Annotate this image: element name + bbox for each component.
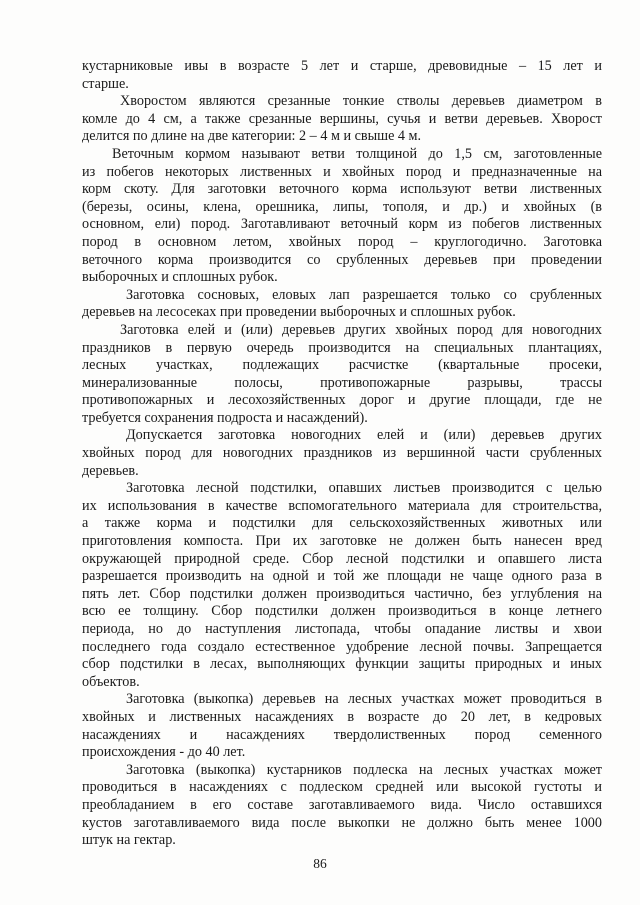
text-line: окружающей природной среде. Сбор лесной подстилки и опавшего листа bbox=[82, 550, 602, 567]
paragraph-forest-litter bbox=[82, 480, 602, 691]
text-line: комле до 4 см, а также срезанные вершины, сучья и ветви деревьев. Хворост bbox=[82, 110, 602, 127]
paragraph-branch-feed bbox=[82, 146, 602, 287]
text-line: веточного корма производится со срубленных деревьев при проведении bbox=[82, 251, 602, 268]
text-line: хвойных и лиственных насаждениях в возрасте до 20 лет, в кедровых bbox=[82, 708, 602, 725]
paragraph-willows-age bbox=[82, 58, 602, 93]
text-line: деревьев. bbox=[82, 462, 139, 479]
text-line: Веточным кормом называют ветви толщиной до 1,5 см, заготовленные bbox=[112, 145, 602, 162]
text-line: штук на гектар. bbox=[82, 832, 176, 849]
text-line: лесных участках, подлежащих расчистке (квартальные просеки, bbox=[82, 357, 602, 374]
text-line: старше. bbox=[82, 75, 129, 92]
text-line: Заготовка (выкопка) деревьев на лесных участках может проводиться в bbox=[126, 691, 602, 708]
text-line: корм скоту. Для заготовки веточного корма используют ветви лиственных bbox=[82, 181, 602, 198]
paragraph-shrub-digging bbox=[82, 762, 602, 850]
body-text bbox=[82, 58, 602, 850]
text-line: Заготовка лесной подстилки, опавших листьев производится с целью bbox=[126, 480, 602, 497]
text-line: кустарниковые ивы в возрасте 5 лет и старше, древовидные – 15 лет и bbox=[82, 58, 602, 74]
text-line: разрешается производить на одной и той же площади не чаще одного раза в bbox=[82, 568, 602, 585]
text-line: основном, ели) пород. Заготавливают веточный корм из побегов лиственных bbox=[82, 216, 602, 233]
text-line: Хворостом являются срезанные тонкие стволы деревьев диаметром в bbox=[120, 93, 602, 110]
text-line: противопожарных и лесохозяйственных дорог и другие площади, где не bbox=[82, 392, 602, 409]
text-line: Допускается заготовка новогодних елей и (или) деревьев других bbox=[126, 427, 602, 444]
text-line: (березы, осины, клена, орешника, липы, тополя, и др.) и хвойных (в bbox=[82, 198, 602, 215]
text-line: минерализованные полосы, противопожарные разрывы, трассы bbox=[82, 374, 602, 391]
text-line: приготовления компоста. При их заготовке не должен быть нанесен вред bbox=[82, 533, 602, 550]
paragraph-pine-spruce-boughs bbox=[82, 287, 602, 322]
paragraph-tree-digging bbox=[82, 691, 602, 761]
text-line: насаждениях и насаждениях твердолиственных пород семенного bbox=[82, 726, 602, 743]
text-line: хвойных пород для новогодних праздников из вершинной части срубленных bbox=[82, 445, 602, 462]
page-number: 86 bbox=[313, 856, 327, 871]
text-line: пород в основном летом, хвойных пород – круглогодично. Заготовка bbox=[82, 233, 602, 250]
text-line: кустов заготавливаемого вида после выкопки не должно быть менее 1000 bbox=[82, 814, 602, 831]
text-line: Заготовка сосновых, еловых лап разрешается только со срубленных bbox=[126, 286, 602, 303]
text-line: их использования в качестве вспомогательного материала для строительства, bbox=[82, 497, 602, 514]
text-line: выборочных и сплошных рубок. bbox=[82, 269, 278, 286]
text-line: а также корма и подстилки для сельскохозяйственных животных или bbox=[82, 515, 602, 532]
text-line: объектов. bbox=[82, 673, 140, 690]
text-line: Заготовка (выкопка) кустарников подлеска на лесных участках может bbox=[126, 761, 602, 778]
text-line: всю ее толщину. Сбор подстилки должен производиться в конце летнего bbox=[82, 603, 602, 620]
paragraph-brushwood bbox=[82, 93, 602, 146]
text-line: деревьев на лесосеках при проведении выборочных и сплошных рубок. bbox=[82, 304, 516, 321]
text-line: проводиться в насаждениях с подлеском средней или высокой густоты и bbox=[82, 779, 602, 796]
text-line: периода, но до наступления листопада, чтобы опадание листвы и хвои bbox=[82, 621, 602, 637]
text-line: Заготовка елей и (или) деревьев других хвойных пород для новогодних bbox=[120, 321, 602, 338]
text-line: происхождения - до 40 лет. bbox=[82, 744, 246, 761]
paragraph-tree-tops bbox=[82, 427, 602, 480]
text-line: сбор подстилки в лесах, выполняющих функции защиты природных и иных bbox=[82, 656, 602, 673]
text-line: требуется сохранения подроста и насаждений). bbox=[82, 409, 368, 426]
paragraph-new-year-trees bbox=[82, 322, 602, 428]
text-line: праздников в первую очередь производится на специальных плантациях, bbox=[82, 339, 602, 356]
text-line: делится по длине на две категории: 2 – 4 м и свыше 4 м. bbox=[82, 128, 422, 145]
text-line: из побегов некоторых лиственных и хвойных пород и предназначенные на bbox=[82, 163, 602, 180]
text-line: пять лет. Сбор подстилки должен производиться частично, без углубления на bbox=[82, 585, 602, 602]
text-line: последнего года создало естественное удобрение лесной почвы. Запрещается bbox=[82, 638, 602, 655]
text-line: преобладанием в его составе заготавливаемого вида. Число оставшихся bbox=[82, 796, 602, 813]
